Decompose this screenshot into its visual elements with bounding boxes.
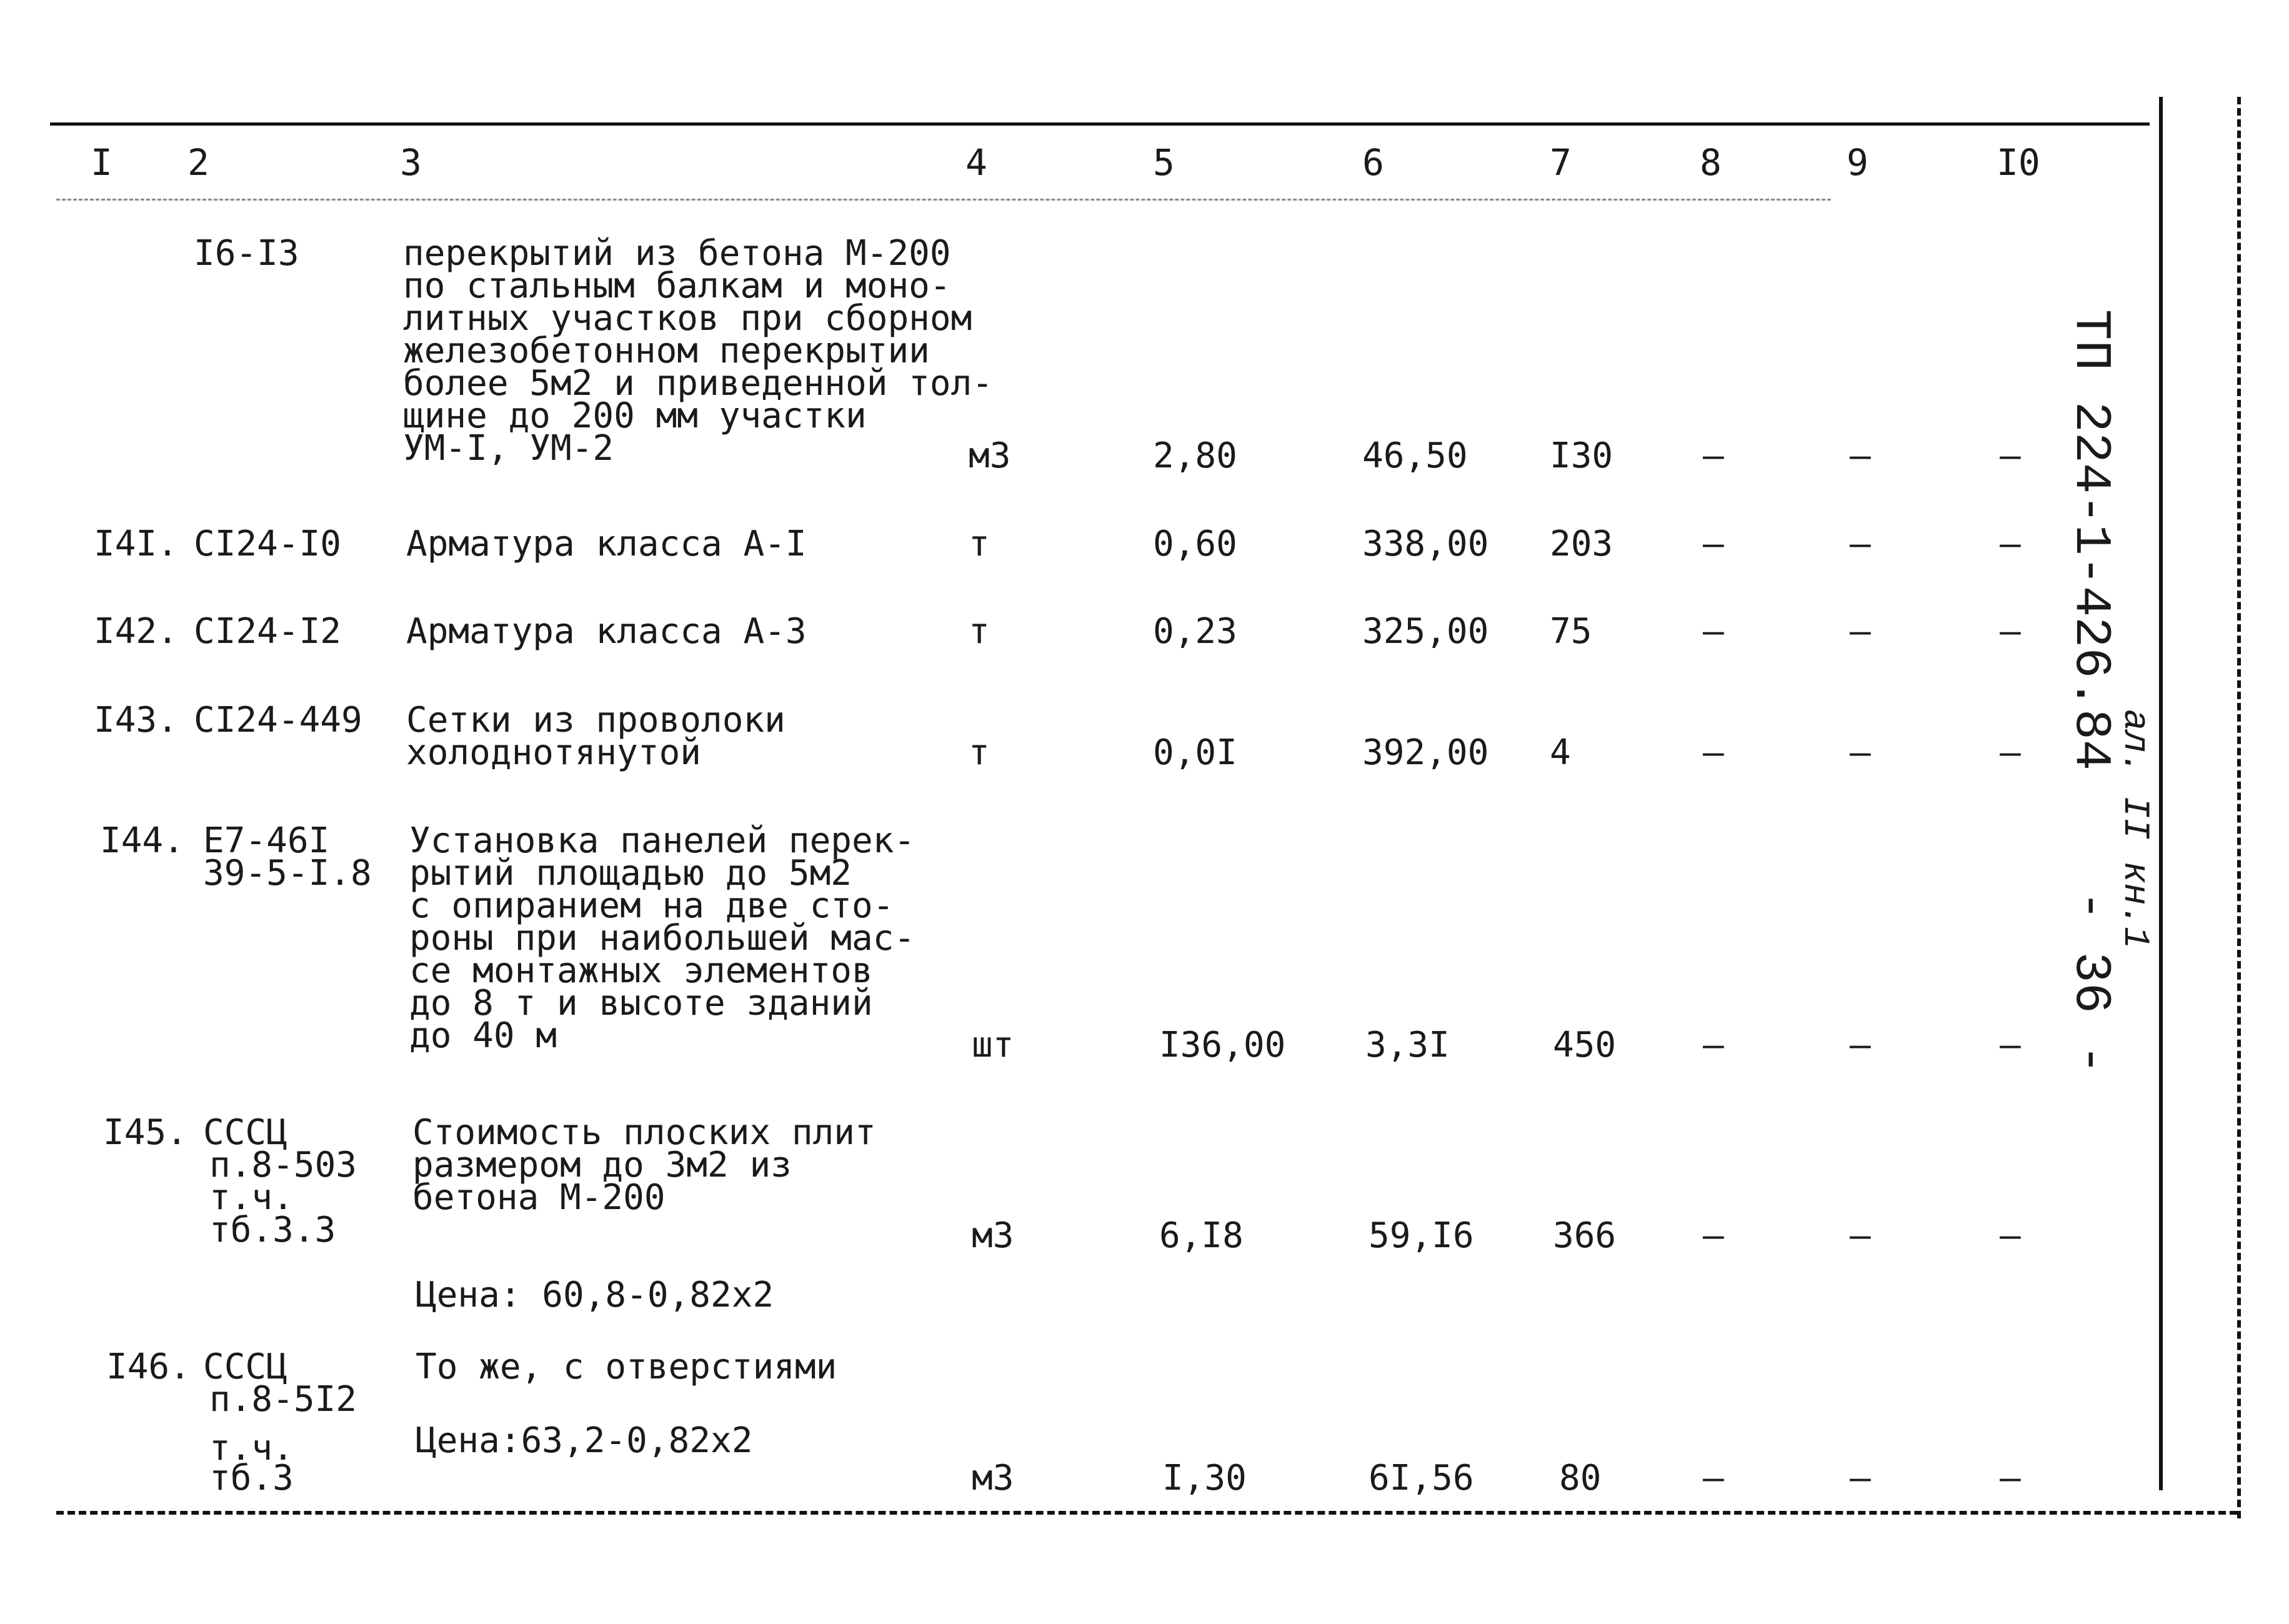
row-desc-line: рытий площадью до 5м2 [409,853,852,894]
row-qty: I36,00 [1159,1025,1286,1065]
row-col8: – [1703,1458,1724,1498]
row-desc-line: перекрытий из бетона М-200 [403,233,951,274]
row-desc-line: Арматура класса А-I [406,524,807,564]
row-desc-line: Установка панелей перек- [409,820,915,861]
row-number: I45. [103,1112,187,1153]
row-unit: шт [972,1025,1014,1065]
row-desc-line: железобетонном перекрытии [403,331,930,371]
row-col9: – [1850,732,1871,773]
top-rule [50,122,2150,126]
row-qty: 0,0I [1153,732,1237,773]
row-price-note: Цена: 60,8-0,82х2 [416,1275,774,1315]
row-qty: 2,80 [1153,436,1237,476]
row-number: I43. [94,700,178,740]
row-desc-line: по стальным балкам и моно- [403,266,951,306]
row-col10: – [2000,436,2021,476]
col-header-2: 2 [187,141,209,184]
row-total: 203 [1550,524,1613,564]
row-desc-line: бетона М-200 [412,1177,666,1218]
row-unit: т [969,524,990,564]
bottom-rule [56,1511,2237,1515]
row-code: п.8-5I2 [209,1379,357,1420]
row-code: тб.3 [209,1458,294,1498]
row-col10: – [2000,732,2021,773]
col-header-1: I [91,141,112,184]
col-header-5: 5 [1153,141,1175,184]
row-unit: м3 [972,1458,1014,1498]
row-price: 338,00 [1362,524,1489,564]
stamp-frame-right [2237,97,2241,1518]
row-desc-line: более 5м2 и приведенной тол- [403,363,994,404]
col-header-7: 7 [1550,141,1572,184]
row-desc-line: до 8 т и высоте зданий [409,983,873,1024]
col-header-10: I0 [1997,141,2040,184]
row-unit: т [969,611,990,652]
row-col8: – [1703,611,1724,652]
row-code: СССЦ [203,1112,287,1153]
row-qty: 0,23 [1153,611,1237,652]
row-col9: – [1850,1215,1871,1256]
row-price: 46,50 [1362,436,1468,476]
col-header-9: 9 [1847,141,1868,184]
row-number: I4I. [94,524,178,564]
stamp-page-number: - 36 - [2062,890,2120,1075]
row-total: I30 [1550,436,1613,476]
row-desc-line: То же, с отверстиями [416,1347,837,1387]
row-code: I6-I3 [194,233,299,274]
row-desc-line: се монтажных элементов [409,950,873,991]
row-desc-line: размером до 3м2 из [412,1145,792,1185]
row-code: CI24-I2 [194,611,342,652]
row-desc-line: Стоимость плоских плит [412,1112,876,1153]
row-col9: – [1850,436,1871,476]
row-desc-line: Сетки из проволоки [406,700,785,740]
row-code: СССЦ [203,1347,287,1387]
row-code: CI24-I0 [194,524,342,564]
row-col9: – [1850,1025,1871,1065]
col-header-3: 3 [400,141,422,184]
row-desc-line: роны при наибольшей мас- [409,918,915,959]
stamp-volume: ал. II кн.1 [2114,709,2155,949]
row-price: 3,3I [1365,1025,1450,1065]
row-col9: – [1850,611,1871,652]
row-col10: – [2000,1458,2021,1498]
row-price: 6I,56 [1369,1458,1474,1498]
col-header-6: 6 [1362,141,1384,184]
col-header-8: 8 [1700,141,1722,184]
row-col10: – [2000,1025,2021,1065]
row-unit: т [969,732,990,773]
row-col8: – [1703,436,1724,476]
row-desc-line: литных участков при сборном [403,298,972,339]
row-price: 392,00 [1362,732,1489,773]
row-col8: – [1703,732,1724,773]
row-col9: – [1850,1458,1871,1498]
row-total: 4 [1550,732,1571,773]
row-number: I44. [100,820,184,861]
row-desc-line: с опиранием на две сто- [409,885,894,926]
row-total: 366 [1553,1215,1617,1256]
row-total: 80 [1559,1458,1602,1498]
row-col8: – [1703,524,1724,564]
stamp-code: ТП 224-1-426.84 [2062,309,2120,771]
row-col10: – [2000,524,2021,564]
row-number: I42. [94,611,178,652]
row-code: т.ч. [209,1177,294,1218]
row-col8: – [1703,1215,1724,1256]
row-price: 325,00 [1362,611,1489,652]
row-col9: – [1850,524,1871,564]
row-code: Е7-46I [203,820,330,861]
row-qty: I,30 [1162,1458,1247,1498]
row-code: 39-5-I.8 [203,853,372,894]
row-col8: – [1703,1025,1724,1065]
col-header-4: 4 [965,141,987,184]
row-qty: 0,60 [1153,524,1237,564]
row-desc-line: УМ-I, УМ-2 [403,428,614,469]
row-number: I46. [106,1347,191,1387]
row-unit: м3 [969,436,1011,476]
row-desc-line: щине до 200 мм участки [403,396,867,436]
row-code: тб.3.3 [209,1210,336,1250]
row-price: 59,I6 [1369,1215,1474,1256]
row-code: п.8-503 [209,1145,357,1185]
row-unit: м3 [972,1215,1014,1256]
row-qty: 6,I8 [1159,1215,1244,1256]
row-price-note: Цена:63,2-0,82х2 [416,1420,753,1461]
row-code: CI24-449 [194,700,362,740]
row-total: 450 [1553,1025,1617,1065]
row-col10: – [2000,611,2021,652]
row-desc-line: холоднотянутой [406,732,702,773]
row-col10: – [2000,1215,2021,1256]
row-code: т.ч. [209,1428,294,1468]
row-desc-line: до 40 м [409,1015,557,1056]
header-rule [56,199,1831,201]
row-total: 75 [1550,611,1592,652]
row-desc-line: Арматура класса А-3 [406,611,807,652]
